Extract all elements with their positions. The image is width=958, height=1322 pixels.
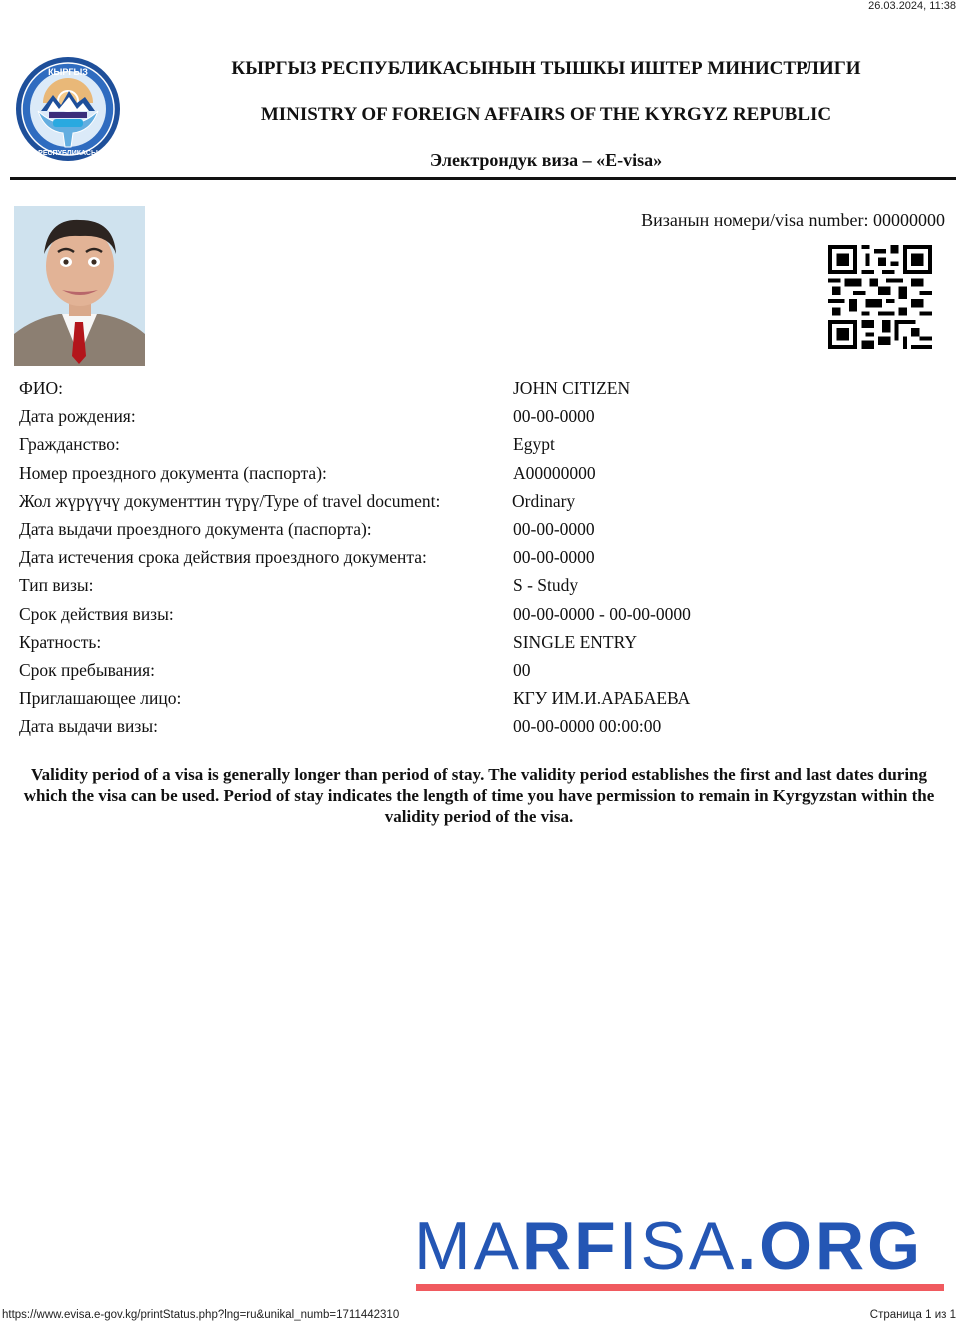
field-value: 00-00-0000	[513, 518, 595, 539]
ministry-title-kyrgyz: КЫРГЫЗ РЕСПУБЛИКАСЫНЫН ТЫШКЫ ИШТЕР МИНИСТРЛИГИ	[231, 58, 861, 79]
field-row-length-of-stay	[19, 658, 919, 686]
field-label: Срок действия визы:	[19, 603, 174, 624]
field-value: 00-00-0000 00:00:00	[513, 716, 662, 737]
field-value: JOHN CITIZEN	[513, 378, 631, 398]
field-value: A00000000	[513, 462, 596, 483]
header-divider	[10, 177, 956, 180]
field-label: ФИО:	[19, 378, 63, 398]
applicant-photo	[14, 206, 145, 366]
field-row-citizenship	[19, 432, 919, 460]
field-label: Тип визы:	[19, 575, 94, 596]
field-row-visa-validity	[19, 602, 919, 630]
field-row-inviting-party	[19, 686, 919, 714]
print-footer-page-number: Страница 1 из 1	[869, 1309, 956, 1321]
field-value: 00-00-0000 - 00-00-0000	[513, 603, 691, 624]
portrait-icon	[14, 206, 145, 366]
ministry-title-english: MINISTRY OF FOREIGN AFFAIRS OF THE KYRGYZ REPUBLIC	[260, 104, 832, 125]
visa-number-value: 00000000	[873, 210, 945, 230]
field-value: Egypt	[513, 434, 555, 455]
field-row-birth-date	[19, 404, 919, 432]
field-row-document-type	[19, 489, 919, 517]
svg-text:РЕСПУБЛИКАСЫ: РЕСПУБЛИКАСЫ	[38, 150, 98, 157]
svg-text:КЫРГЫЗ: КЫРГЫЗ	[48, 67, 88, 77]
validity-note: Validity period of a visa is generally longer than period of stay. The validity period establishes the first and last dates during which the visa can be used. Period of stay indicates the length of time you have permission to remain in Kyrgyzstan within the validity period of the visa.	[23, 765, 935, 826]
visa-number-label: Визанын номери/visa number:	[641, 210, 869, 230]
field-label: Дата выдачи визы:	[19, 716, 158, 737]
field-label: Дата рождения:	[19, 406, 136, 427]
field-row-visa-type	[19, 573, 919, 601]
field-label: Гражданство:	[19, 434, 120, 455]
kyrgyz-state-emblem-icon	[13, 55, 123, 163]
field-label: Дата выдачи проездного документа (паспорта):	[19, 518, 372, 539]
field-row-passport-issue-date	[19, 517, 919, 545]
watermark-text: MARFISA.ORG	[414, 1208, 924, 1284]
field-row-full-name	[19, 376, 919, 404]
field-value: 00	[513, 659, 531, 680]
visa-number	[641, 210, 945, 231]
field-label: Кратность:	[19, 631, 102, 652]
qr-code-icon	[828, 245, 932, 349]
field-row-passport-number	[19, 461, 919, 489]
visa-details-table	[19, 376, 919, 742]
field-value: 00-00-0000	[513, 547, 595, 568]
field-label: Срок пребывания:	[19, 659, 156, 680]
field-value: SINGLE ENTRY	[513, 631, 637, 652]
field-row-visa-issue-date	[19, 714, 919, 742]
field-value: КГУ ИМ.И.АРАБАЕВА	[513, 688, 691, 709]
watermark-underline	[416, 1284, 944, 1291]
field-value: Ordinary	[512, 490, 576, 511]
field-label: Жол жүрүүчү документтин түрү/Type of travel document:	[19, 490, 441, 511]
field-label: Дата истечения срока действия проездного документа:	[19, 547, 427, 568]
print-timestamp: 26.03.2024, 11:38	[868, 0, 956, 12]
print-footer-url: https://www.evisa.e-gov.kg/printStatus.php?lng=ru&unikal_numb=1711442310	[2, 1309, 400, 1321]
field-row-passport-expiry-date	[19, 545, 919, 573]
field-value: S - Study	[513, 575, 579, 596]
field-label: Приглашающее лицо:	[19, 688, 182, 709]
marfisa-watermark	[414, 1208, 946, 1294]
field-value: 00-00-0000	[513, 406, 595, 427]
document-subtitle: Электрондук виза – «E-visa»	[429, 150, 663, 170]
field-label: Номер проездного документа (паспорта):	[19, 462, 327, 483]
field-row-entries	[19, 630, 919, 658]
